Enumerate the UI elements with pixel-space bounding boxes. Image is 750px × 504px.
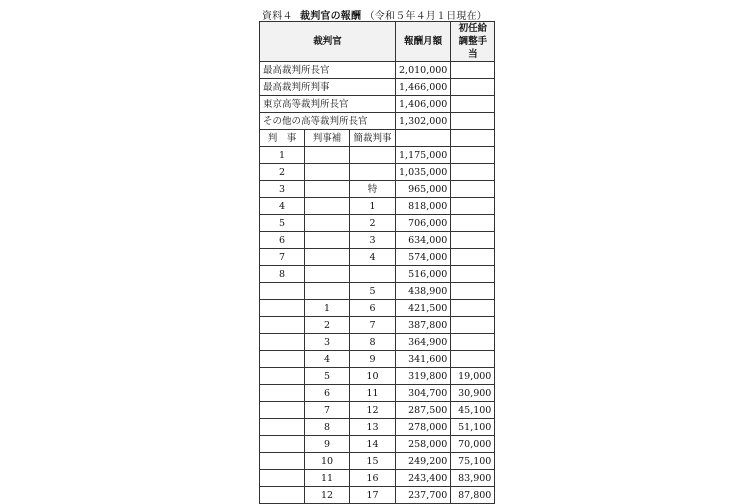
grade-hanjiho — [305, 283, 350, 300]
grade-allowance: 45,100 — [451, 402, 495, 419]
grade-amount: 341,600 — [396, 351, 451, 368]
grade-hanji: 3 — [260, 181, 305, 198]
grade-kan: 12 — [350, 402, 396, 419]
grade-hanji — [260, 317, 305, 334]
grade-hanjiho: 5 — [305, 368, 350, 385]
grade-hanji — [260, 385, 305, 402]
grade-hanjiho: 11 — [305, 470, 350, 487]
grade-amount: 258,000 — [396, 436, 451, 453]
grade-kan: 14 — [350, 436, 396, 453]
grade-kan: 17 — [350, 487, 396, 504]
grade-row — [260, 317, 495, 334]
grade-allowance — [451, 249, 495, 266]
grade-kan: 1 — [350, 198, 396, 215]
grade-row — [260, 198, 495, 215]
position-allowance — [451, 113, 495, 130]
grade-allowance — [451, 317, 495, 334]
grade-amount: 278,000 — [396, 419, 451, 436]
grade-row — [260, 283, 495, 300]
grade-row — [260, 351, 495, 368]
grade-hanji — [260, 453, 305, 470]
subheader-empty — [451, 130, 495, 147]
grade-hanjiho: 4 — [305, 351, 350, 368]
grade-row — [260, 300, 495, 317]
header-allowance: 初任給調整手当 — [451, 22, 495, 62]
grade-kan: 7 — [350, 317, 396, 334]
grade-kan: 2 — [350, 215, 396, 232]
grade-allowance: 30,900 — [451, 385, 495, 402]
position-title: 最高裁判所判事 — [260, 79, 396, 96]
grade-allowance: 87,800 — [451, 487, 495, 504]
grade-hanjiho: 7 — [305, 402, 350, 419]
grade-amount: 237,700 — [396, 487, 451, 504]
grade-amount: 516,000 — [396, 266, 451, 283]
grade-hanjiho — [305, 215, 350, 232]
grade-row — [260, 385, 495, 402]
grade-amount: 706,000 — [396, 215, 451, 232]
grade-hanji: 6 — [260, 232, 305, 249]
grade-amount: 634,000 — [396, 232, 451, 249]
grade-hanjiho — [305, 181, 350, 198]
grade-kan: 8 — [350, 334, 396, 351]
grade-kan: 4 — [350, 249, 396, 266]
position-amount: 1,406,000 — [396, 96, 451, 113]
grade-amount: 574,000 — [396, 249, 451, 266]
grade-hanji: 7 — [260, 249, 305, 266]
subheader-row — [260, 130, 495, 147]
grade-amount: 421,500 — [396, 300, 451, 317]
grade-amount: 304,700 — [396, 385, 451, 402]
grade-allowance — [451, 164, 495, 181]
position-row — [260, 113, 495, 130]
grade-allowance: 83,900 — [451, 470, 495, 487]
header-monthly: 報酬月額 — [396, 22, 451, 62]
grade-kan: 11 — [350, 385, 396, 402]
grade-allowance — [451, 232, 495, 249]
grade-allowance: 70,000 — [451, 436, 495, 453]
grade-allowance: 75,100 — [451, 453, 495, 470]
grade-row — [260, 470, 495, 487]
grade-hanji: 8 — [260, 266, 305, 283]
grade-allowance — [451, 300, 495, 317]
grade-hanjiho — [305, 164, 350, 181]
grade-hanjiho — [305, 266, 350, 283]
position-allowance — [451, 62, 495, 79]
grade-hanji — [260, 283, 305, 300]
position-title: その他の高等裁判所長官 — [260, 113, 396, 130]
grade-amount: 438,900 — [396, 283, 451, 300]
grade-hanji — [260, 487, 305, 504]
grade-allowance — [451, 334, 495, 351]
grade-hanjiho: 6 — [305, 385, 350, 402]
grade-hanji: 1 — [260, 147, 305, 164]
position-amount: 1,302,000 — [396, 113, 451, 130]
grade-allowance — [451, 198, 495, 215]
grade-amount: 319,800 — [396, 368, 451, 385]
grade-allowance — [451, 215, 495, 232]
grade-kan: 16 — [350, 470, 396, 487]
header-judge: 裁判官 — [260, 22, 396, 62]
position-row — [260, 96, 495, 113]
grade-row — [260, 487, 495, 504]
grade-kan: 10 — [350, 368, 396, 385]
grade-hanjiho: 8 — [305, 419, 350, 436]
grade-row — [260, 419, 495, 436]
grade-hanji — [260, 334, 305, 351]
grade-row — [260, 164, 495, 181]
grade-row — [260, 334, 495, 351]
caption-date: （令和５年４月１日現在） — [364, 11, 487, 22]
grade-amount: 818,000 — [396, 198, 451, 215]
grade-kan — [350, 266, 396, 283]
grade-hanji — [260, 436, 305, 453]
grade-hanji — [260, 368, 305, 385]
grade-hanjiho — [305, 147, 350, 164]
grade-amount: 387,800 — [396, 317, 451, 334]
subheader-hanjiho: 判事補 — [305, 130, 350, 147]
caption-title: 裁判官の報酬 — [300, 11, 362, 22]
grade-row — [260, 147, 495, 164]
position-title: 最高裁判所長官 — [260, 62, 396, 79]
grade-row — [260, 368, 495, 385]
grade-hanjiho: 12 — [305, 487, 350, 504]
grade-allowance — [451, 181, 495, 198]
grade-hanjiho — [305, 249, 350, 266]
grade-row — [260, 436, 495, 453]
grade-row — [260, 402, 495, 419]
grade-row — [260, 266, 495, 283]
grade-hanjiho: 10 — [305, 453, 350, 470]
grade-row — [260, 453, 495, 470]
position-row — [260, 79, 495, 96]
grade-amount: 364,900 — [396, 334, 451, 351]
grade-allowance — [451, 351, 495, 368]
position-amount: 1,466,000 — [396, 79, 451, 96]
header-row — [260, 22, 495, 62]
grade-kan: 9 — [350, 351, 396, 368]
grade-row — [260, 249, 495, 266]
grade-hanjiho: 3 — [305, 334, 350, 351]
position-allowance — [451, 79, 495, 96]
grade-amount: 243,400 — [396, 470, 451, 487]
position-amount: 2,010,000 — [396, 62, 451, 79]
grade-amount: 249,200 — [396, 453, 451, 470]
subheader-hanji: 判 事 — [260, 130, 305, 147]
grade-hanji — [260, 300, 305, 317]
grade-hanjiho — [305, 232, 350, 249]
grade-kan: 3 — [350, 232, 396, 249]
grade-allowance — [451, 266, 495, 283]
grade-allowance — [451, 283, 495, 300]
grade-allowance — [451, 147, 495, 164]
grade-hanji: 5 — [260, 215, 305, 232]
subheader-empty — [396, 130, 451, 147]
grade-hanji — [260, 470, 305, 487]
grade-row — [260, 215, 495, 232]
grade-amount: 965,000 — [396, 181, 451, 198]
table-body — [260, 62, 495, 504]
position-row — [260, 62, 495, 79]
grade-hanjiho: 2 — [305, 317, 350, 334]
subheader-kan: 簡裁判事 — [350, 130, 396, 147]
grade-row — [260, 181, 495, 198]
grade-kan: 13 — [350, 419, 396, 436]
caption-label: 資料４ — [262, 11, 293, 22]
grade-kan — [350, 164, 396, 181]
grade-row — [260, 232, 495, 249]
grade-amount: 1,175,000 — [396, 147, 451, 164]
grade-allowance: 51,100 — [451, 419, 495, 436]
table-caption — [262, 7, 487, 22]
grade-kan: 特 — [350, 181, 396, 198]
grade-amount: 287,500 — [396, 402, 451, 419]
grade-hanji — [260, 351, 305, 368]
grade-amount: 1,035,000 — [396, 164, 451, 181]
grade-hanjiho: 9 — [305, 436, 350, 453]
position-allowance — [451, 96, 495, 113]
grade-hanji — [260, 402, 305, 419]
grade-kan: 15 — [350, 453, 396, 470]
grade-kan: 5 — [350, 283, 396, 300]
position-title: 東京高等裁判所長官 — [260, 96, 396, 113]
grade-allowance: 19,000 — [451, 368, 495, 385]
grade-hanji — [260, 419, 305, 436]
grade-kan: 6 — [350, 300, 396, 317]
salary-table — [259, 21, 495, 504]
grade-hanji: 4 — [260, 198, 305, 215]
grade-hanjiho: 1 — [305, 300, 350, 317]
grade-kan — [350, 147, 396, 164]
grade-hanji: 2 — [260, 164, 305, 181]
grade-hanjiho — [305, 198, 350, 215]
